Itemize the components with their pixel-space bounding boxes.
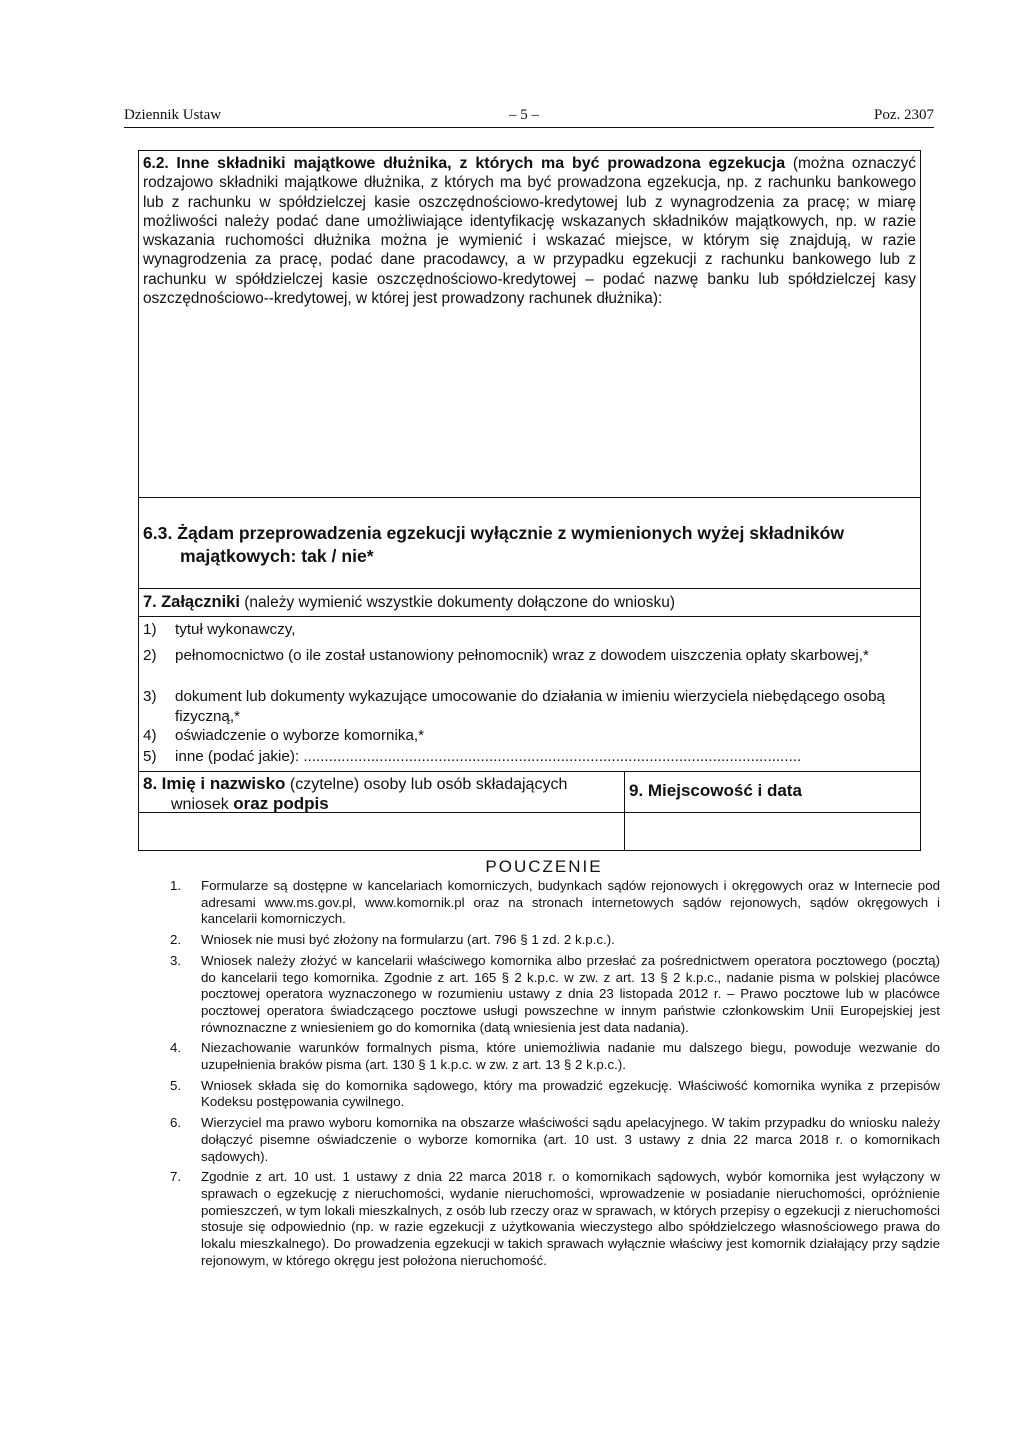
attachment-item (143, 646, 905, 666)
section-6-3-line2[interactable]: majątkowych: tak / nie* (180, 546, 374, 566)
section-8-bold-end: oraz podpis (233, 794, 329, 813)
section-7-note: (należy wymienić wszystkie dokumenty dołączone do wniosku) (244, 594, 676, 611)
signature-field[interactable] (139, 814, 624, 850)
section-6-2-title: Inne składniki majątkowe dłużnika, z których ma być prowadzona egzekucja (176, 155, 786, 172)
instruction-text: Formularze są dostępne w kancelariach komorniczych, budynkach sądów rejonowych i okręgowych oraz w Internecie pod adresami www.ms.gov.pl, www.komornik.pl oraz na stronach internetowych sądów rejonowych, sądów okręgowych i kancelarii komorniczych. (201, 878, 940, 927)
section-6-3-line1: Żądam przeprowadzenia egzekucji wyłącznie z wymienionych wyżej składników (177, 523, 845, 543)
attachment-text: dokument lub dokumenty wykazujące umocowanie do działania w imieniu wierzyciela niebędącego osobą fizyczną,* (175, 688, 886, 725)
instruction-number: 3. (170, 952, 182, 968)
attachment-text: oświadczenie o wyborze komornika,* (175, 727, 425, 744)
instruction-item (170, 932, 940, 949)
divider (139, 616, 920, 617)
instruction-item (170, 1040, 940, 1073)
section-8-number: 8. (143, 774, 158, 793)
attachment-other-field[interactable]: inne (podać jakie): ...................................................................................................................... (175, 748, 802, 765)
section-7-heading (143, 593, 675, 612)
attachment-item (143, 726, 905, 746)
section-6-3-number: 6.3. (143, 523, 173, 543)
position-number: Poz. 2307 (874, 107, 934, 123)
attachment-number: 3) (143, 688, 157, 705)
instruction-text: Wniosek należy złożyć w kancelarii właściwego komornika albo przesłać za pośrednictwem operatora pocztowego (pocztą) do kancelarii tego komornika. Zgodnie z art. 165 § 2 k.p.c. w zw. z art. 13 § 2 k.p.c., nadanie pisma w polskiej placówce pocztowej operatora wyznaczonego w rozumieniu ustawy z dnia 23 listopada 2012 r. – Prawo pocztowe lub w placówce pocztowej operatora świadczącego pocztowe usługi powszechne w innym państwie członkowskim Unii Europejskiej jest równoznaczne z wniesieniem go do komornika (datą wniesienia jest data nadania). (201, 952, 940, 1035)
instruction-item (170, 953, 940, 1037)
instruction-text: Wierzyciel ma prawo wyboru komornika na obszarze właściwości sądu apelacyjnego. W takim przypadku do wniosku należy dołączyć pisemne oświadczenie o wyborze komornika (art. 10 ust. 3 ustawy z dnia 22 marca 2018 r. o komornikach sądowych). (201, 1115, 940, 1164)
attachment-item[interactable] (143, 747, 905, 767)
attachment-number: 5) (143, 748, 157, 765)
instruction-item (170, 1078, 940, 1111)
divider (624, 772, 625, 850)
section-6-3-text (143, 522, 903, 568)
attachment-number: 1) (143, 621, 157, 638)
section-6-2-description: (można oznaczyć rodzajowo składniki majątkowe dłużnika, z których ma być prowadzona egzekucja, np. z rachunku bankowego lub z rachunku w spółdzielczej kasie oszczędnościowo-kredytowej lub z wynagrodzenia za pracę; w miarę możliwości należy podać dane umożliwiające identyfikację wskazanych składników majątkowych, np. w razie wskazania ruchomości dłużnika można je wymienić i wskazać miejsce, w którym się znajdują, w razie wynagrodzenia za pracę, podać dane pracodawcy, a w przypadku egzekucji z rachunku bankowego lub z rachunku w spółdzielczej kasie oszczędnościowo-kredytowej – podać nazwę banku lub spółdzielczej kasy oszczędnościowo--kredytowej, w której jest prowadzony rachunek dłużnika): (143, 155, 916, 308)
signature-box (138, 771, 921, 851)
instruction-text: Niezachowanie warunków formalnych pisma, które uniemożliwia nadanie mu dalszego biegu, powoduje wezwanie do uzupełnienia braków pisma (art. 130 § 1 k.p.c. w zw. z art. 13 § 2 k.p.c.). (201, 1040, 940, 1073)
section-6-3-box (138, 497, 921, 589)
instruction-text: Zgodnie z art. 10 ust. 1 ustawy z dnia 22 marca 2018 r. o komornikach sądowych, wybór komornika jest wyłączony w sprawach o egzekucję z nieruchomości, wydanie nieruchomości, wprowadzenie w posiadanie nieruchomości, opróżnienie pomieszczeń, w tym lokali mieszkalnych, z osób lub rzeczy oraz w sprawach, w których przepisy o egzekucji z nieruchomości stosuje się odpowiednio (np. w razie egzekucji z użytkowania wieczystego albo spółdzielczego własnościowego prawa do lokalu mieszkalnego). Do prowadzenia egzekucji w takich sprawach wyłącznie właściwy jest komornik działający przy sądzie rejonowym, w którego okręgu jest położona nieruchomość. (201, 1169, 940, 1268)
section-8-title: Imię i nazwisko (161, 774, 286, 793)
section-7-number: 7. (143, 593, 157, 611)
section-8-text: (czytelne) osoby lub osób składających (289, 776, 568, 793)
attachment-item (143, 620, 905, 640)
attachment-text: pełnomocnictwo (o ile został ustanowiony pełnomocnik) wraz z dowodem uiszczenia opłaty skarbowej,* (175, 647, 869, 664)
instruction-number: 6. (170, 1115, 182, 1131)
attachment-text: tytuł wykonawczy, (175, 621, 296, 638)
attachment-item (143, 687, 905, 727)
instructions-list (170, 878, 940, 1273)
instruction-item (170, 1115, 940, 1165)
instruction-item (170, 1169, 940, 1269)
instruction-number: 7. (170, 1169, 182, 1185)
journal-name: Dziennik Ustaw (124, 107, 222, 123)
section-6-2-number: 6.2. (143, 155, 169, 172)
place-date-field[interactable] (626, 814, 920, 850)
page-header (124, 105, 934, 128)
section-7-box (138, 588, 921, 772)
section-6-2-text (139, 151, 920, 308)
instruction-number: 5. (170, 1077, 182, 1093)
section-6-2-box (138, 150, 921, 498)
instruction-number: 4. (170, 1040, 182, 1056)
section-8-label (143, 774, 613, 814)
page-number: – 5 – (509, 107, 539, 123)
attachment-number: 4) (143, 727, 157, 744)
instructions-title: POUCZENIE (485, 857, 603, 876)
instruction-number: 2. (170, 932, 182, 948)
section-8-text2: wniosek (171, 796, 229, 813)
section-9-label: 9. Miejscowość i data (629, 781, 802, 800)
instruction-text: Wniosek nie musi być złożony na formularzu (art. 796 § 1 zd. 2 k.p.c.). (201, 932, 615, 948)
attachment-number: 2) (143, 647, 157, 664)
instruction-text: Wniosek składa się do komornika sądowego, który ma prowadzić egzekucję. Właściwość komornika wynika z przepisów Kodeksu postępowania cywilnego. (201, 1077, 940, 1110)
section-7-title: Załączniki (161, 593, 240, 611)
section-6-2-input-area[interactable] (139, 341, 920, 497)
instruction-number: 1. (170, 878, 182, 893)
instruction-item (170, 878, 940, 928)
